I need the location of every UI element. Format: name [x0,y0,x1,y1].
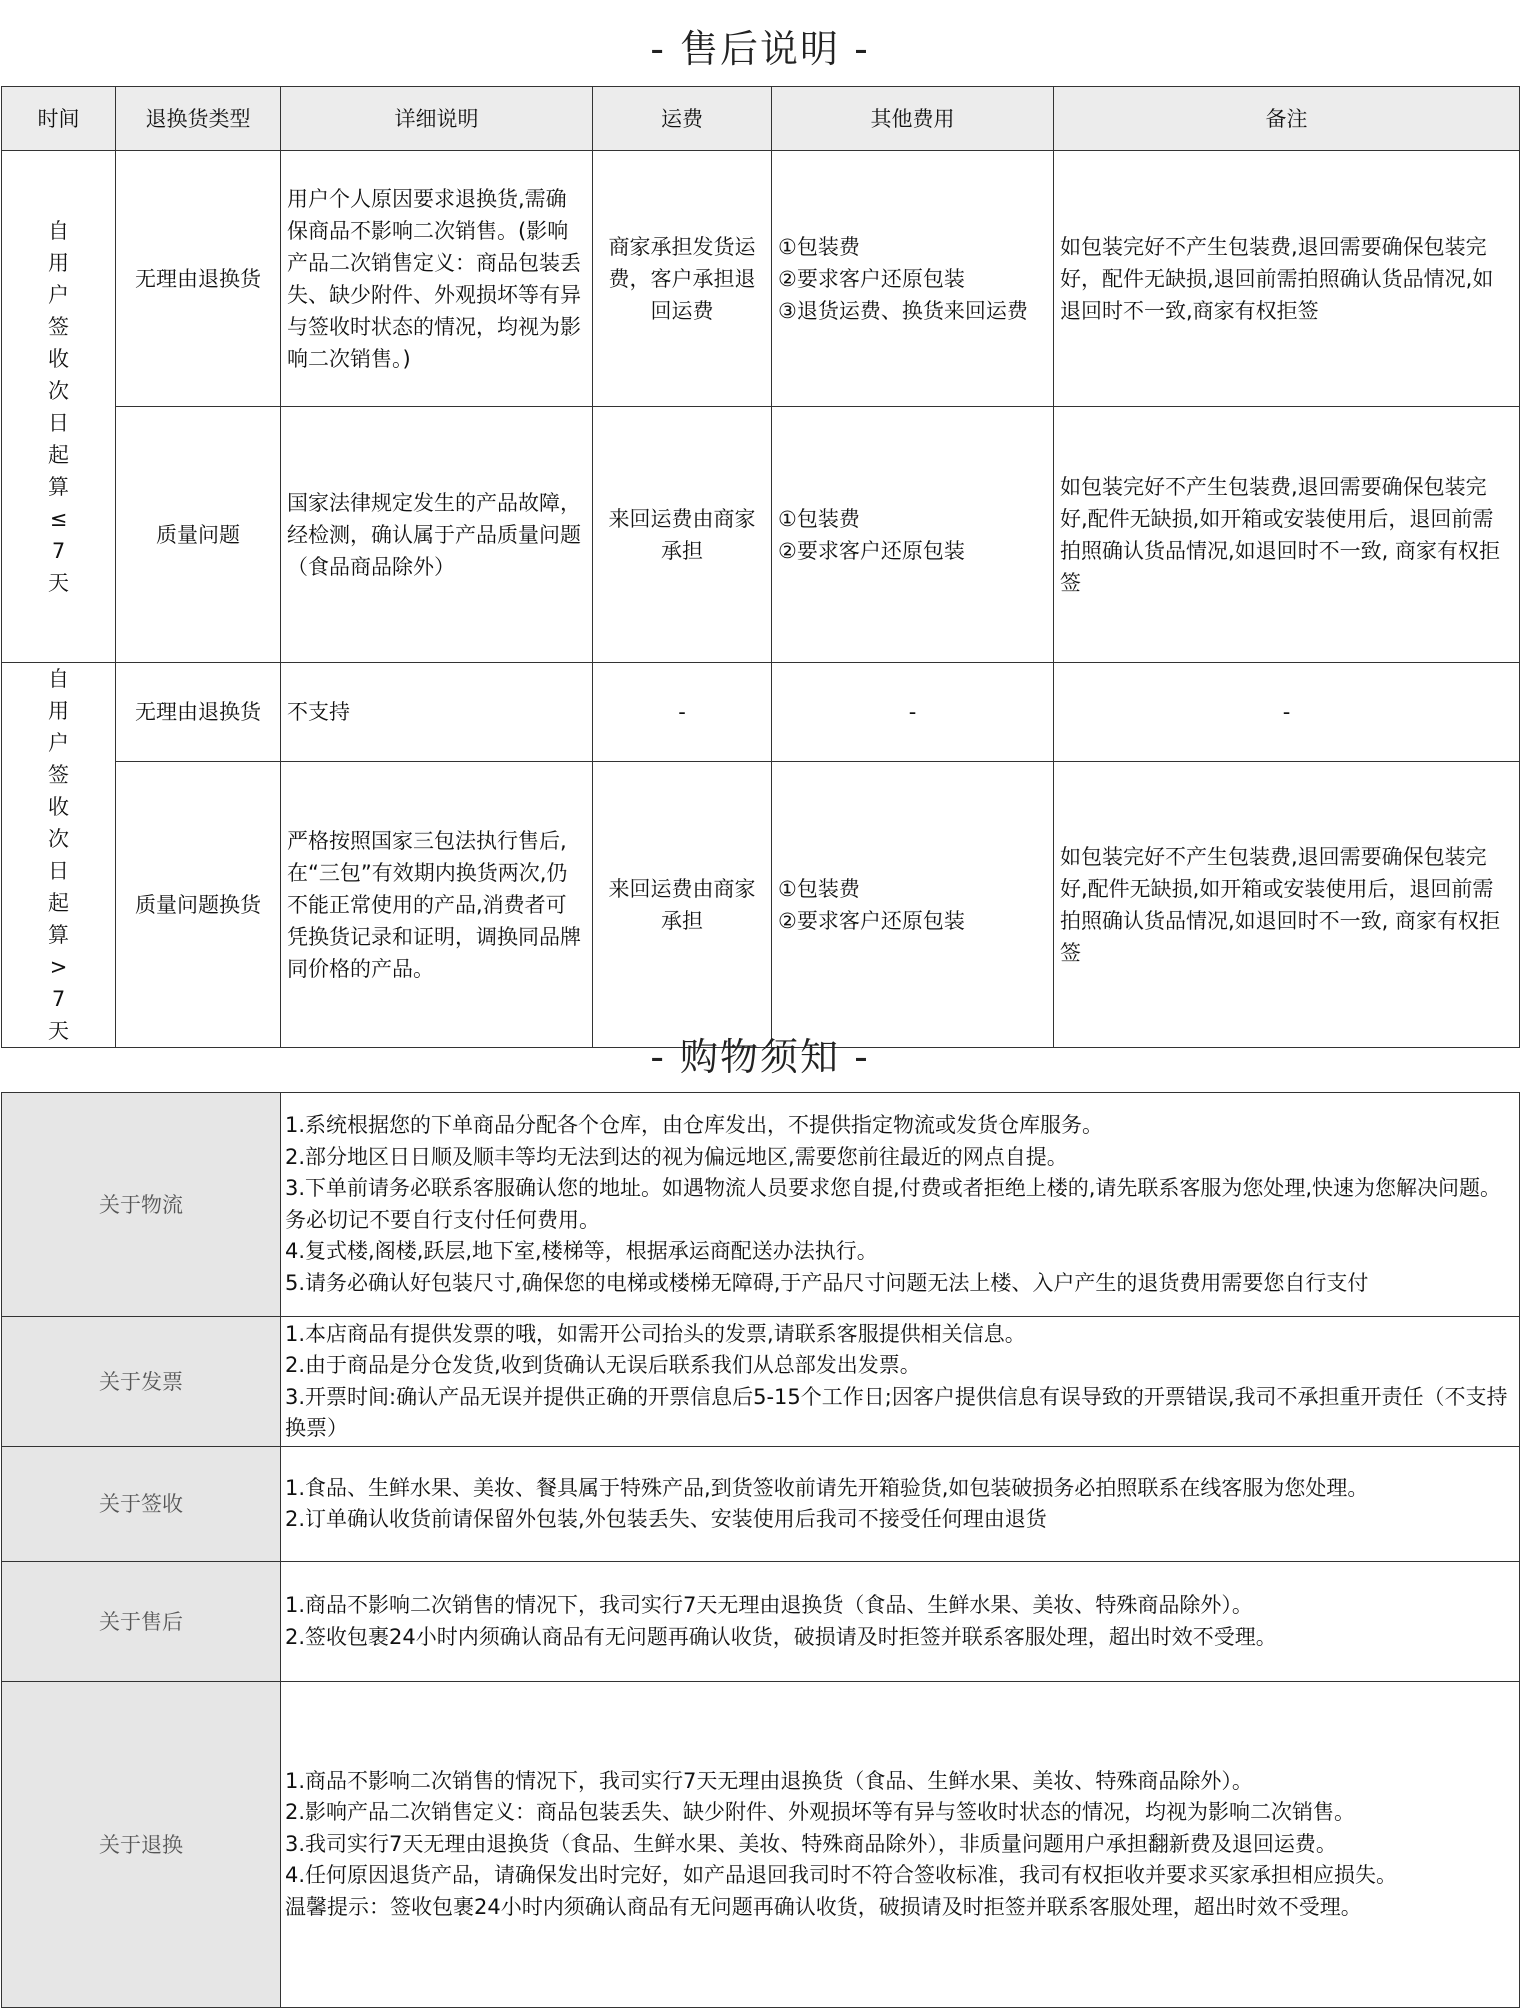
receipt-label: 关于签收 [2,1447,281,1562]
fee-item: ③退货运费、换货来回运费 [778,298,1028,323]
fee-item: ①包装费 [778,876,860,901]
notice-line: 4.任何原因退货产品，请确保发出时完好，如产品退回我司时不符合签收标准，我司有权拒收并要求买家承担相应损失。 [285,1863,1398,1888]
notice-line: 2.部分地区日日顺及顺丰等均无法到达的视为偏远地区,需要您前往最近的网点自提。 [285,1144,1068,1169]
fee-item: ②要求客户还原包装 [778,908,965,933]
logistics-text [281,1093,1520,1317]
period1-row2-note: 如包装完好不产生包装费,退回需要确保包装完好,配件无缺损,如开箱或安装使用后，退回前需拍照确认货品情况,如退回时不一致, 商家有权拒签 [1054,407,1520,663]
period2-row2-detail: 严格按照国家三包法执行售后,在“三包”有效期内换货两次,仍不能正常使用的产品,消费者可凭换货记录和证明，调换同品牌同价格的产品。 [281,762,593,1048]
period1-row2-shipping: 来回运费由商家承担 [593,407,772,663]
period1-time-label: 自 用 户 签 收 次 日 起 算 ≤ 7 天 [2,151,116,663]
returns-text [281,1682,1520,2008]
notice-line: 3.下单前请务必联系客服确认您的地址。如遇物流人员要求您自提,付费或者拒绝上楼的,请先联系客服为您处理,快速为您解决问题。务必切记不要自行支付任何费用。 [285,1176,1502,1232]
header-note: 备注 [1054,87,1520,151]
notice-line: 2.订单确认收货前请保留外包装,外包装丢失、安装使用后我司不接受任何理由退货 [285,1507,1047,1531]
header-other-fees: 其他费用 [772,87,1054,151]
notice-line: 2.由于商品是分仓发货,收到货确认无误后联系我们从总部发出发票。 [285,1353,921,1377]
notice-line: 1.本店商品有提供发票的哦，如需开公司抬头的发票,请联系客服提供相关信息。 [285,1321,1026,1346]
table-header-row [2,87,1520,151]
period1-row1-shipping: 商家承担发货运费，客户承担退回运费 [593,151,772,407]
header-type: 退换货类型 [116,87,281,151]
period1-row2-type: 质量问题 [116,407,281,663]
returns-label: 关于退换 [2,1682,281,2008]
after-sales-table [1,86,1520,1048]
notice-line: 1.系统根据您的下单商品分配各个仓库，由仓库发出，不提供指定物流或发货仓库服务。 [285,1113,1104,1137]
period2-row2-type: 质量问题换货 [116,762,281,1048]
notice-line: 5.请务必确认好包装尺寸,确保您的电梯或楼梯无障碍,于产品尺寸问题无法上楼、入户产生的退货费用需要您自行支付 [285,1270,1369,1295]
notice-row-invoice [2,1317,1520,1447]
header-shipping: 运费 [593,87,772,151]
fee-item: ①包装费 [778,234,860,259]
period2-row2-note: 如包装完好不产生包装费,退回需要确保包装完好,配件无缺损,如开箱或安装使用后，退回前需拍照确认货品情况,如退回时不一致, 商家有权拒签 [1054,762,1520,1048]
logistics-label: 关于物流 [2,1093,281,1317]
fee-item: ②要求客户还原包装 [778,266,965,291]
notice-line: 3.开票时间:确认产品无误并提供正确的开票信息后5-15个工作日;因客户提供信息有误导致的开票错误,我司不承担重开责任（不支持换票） [285,1384,1508,1440]
period1-row1-note: 如包装完好不产生包装费,退回需要确保包装完好，配件无缺损,退回前需拍照确认货品情况,如退回时不一致,商家有权拒签 [1054,151,1520,407]
header-time: 时间 [2,87,116,151]
notice-line: 1.商品不影响二次销售的情况下，我司实行7天无理由退换货（食品、生鲜水果、美妆、特殊商品除外）。 [285,1593,1253,1617]
period1-row1-type: 无理由退换货 [116,151,281,407]
notice-row-after-sales [2,1562,1520,1682]
notice-line: 温馨提示：签收包裹24小时内须确认商品有无问题再确认收货，破损请及时拒签并联系客服处理，超出时效不受理。 [285,1894,1362,1919]
notice-row-returns [2,1682,1520,2008]
fee-item: ②要求客户还原包装 [778,538,965,563]
notice-line: 2.影响产品二次销售定义：商品包装丢失、缺少附件、外观损坏等有异与签收时状态的情况，均视为影响二次销售。 [285,1800,1356,1825]
notice-row-logistics [2,1093,1520,1317]
invoice-label: 关于发票 [2,1317,281,1447]
period1-row2-detail: 国家法律规定发生的产品故障，经检测，确认属于产品质量问题（食品商品除外） [281,407,593,663]
notice-line: 1.商品不影响二次销售的情况下，我司实行7天无理由退换货（食品、生鲜水果、美妆、特殊商品除外）。 [285,1768,1253,1793]
after-sales-label: 关于售后 [2,1562,281,1682]
period1-row1-detail: 用户个人原因要求退换货,需确保商品不影响二次销售。(影响产品二次销售定义：商品包装丢失、缺少附件、外观损坏等有异与签收时状态的情况，均视为影响二次销售。) [281,151,593,407]
fee-item: ①包装费 [778,506,860,531]
period2-row1-detail: 不支持 [281,663,593,762]
table-row [2,762,1520,1048]
table-row [2,663,1520,762]
shopping-notice-table [1,1092,1520,2008]
notice-line: 4.复式楼,阁楼,跃层,地下室,楼梯等，根据承运商配送办法执行。 [285,1239,878,1263]
period2-row2-other-fees [772,762,1054,1048]
table-row [2,407,1520,663]
header-detail: 详细说明 [281,87,593,151]
period2-row1-note: - [1054,663,1520,762]
period2-row2-shipping: 来回运费由商家承担 [593,762,772,1048]
notice-line: 2.签收包裹24小时内须确认商品有无问题再确认收货，破损请及时拒签并联系客服处理，超出时效不受理。 [285,1624,1277,1649]
period1-row1-other-fees [772,151,1054,407]
period2-row1-type: 无理由退换货 [116,663,281,762]
receipt-text [281,1447,1520,1562]
invoice-text [281,1317,1520,1447]
notice-line: 3.我司实行7天无理由退换货（食品、生鲜水果、美妆、特殊商品除外），非质量问题用户承担翻新费及退回运费。 [285,1831,1337,1856]
notice-line: 1.食品、生鲜水果、美妆、餐具属于特殊产品,到货签收前请先开箱验货,如包装破损务必拍照联系在线客服为您处理。 [285,1475,1369,1500]
table-row [2,151,1520,407]
after-sales-text [281,1562,1520,1682]
period2-row1-other-fees: - [772,663,1054,762]
period2-row1-shipping: - [593,663,772,762]
after-sales-title: - 售后说明 - [650,27,870,71]
period2-time-label: 自 用 户 签 收 次 日 起 算 > 7 天 [2,663,116,1048]
shopping-notice-title: - 购物须知 - [650,1035,870,1079]
notice-row-receipt [2,1447,1520,1562]
period1-row2-other-fees [772,407,1054,663]
